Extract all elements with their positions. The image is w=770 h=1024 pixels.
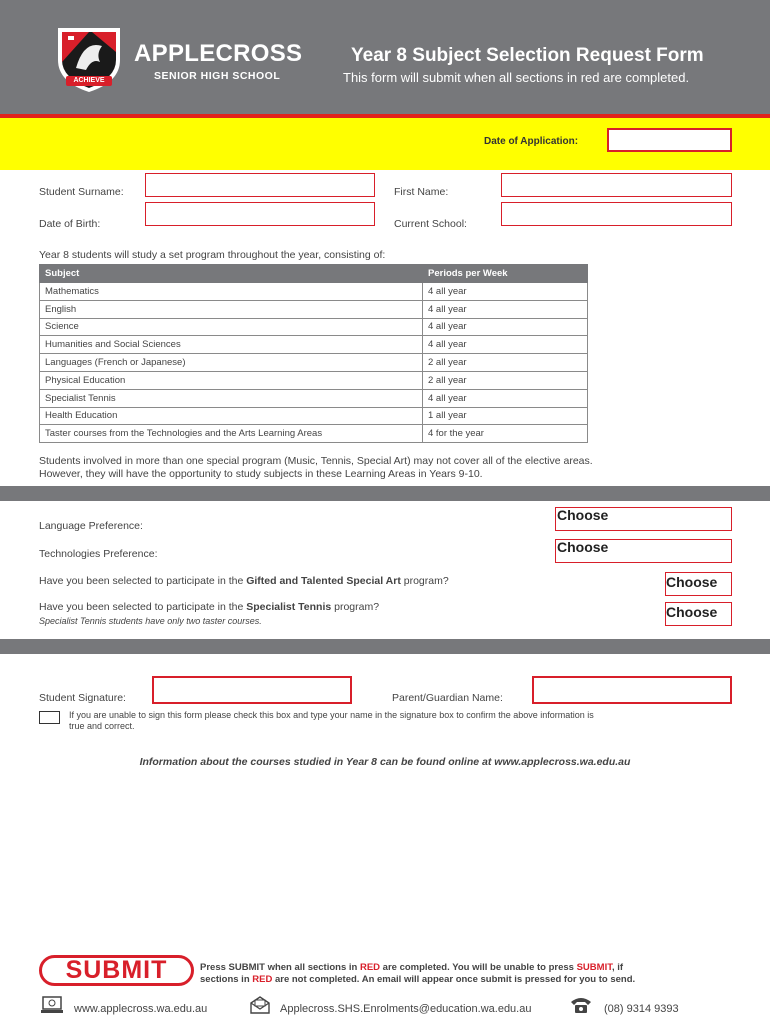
subject-cell: Specialist Tennis: [40, 389, 423, 407]
phone-number: (08) 9314 9393: [604, 1003, 679, 1015]
note-red-text: RED: [359, 962, 381, 973]
mail-icon: [249, 996, 271, 1014]
table-row: [40, 425, 588, 443]
computer-icon: [41, 996, 65, 1014]
column-header-periods: Periods per Week: [423, 265, 588, 283]
course-info-link-text: Information about the courses studied in Year 8 can be found online at www.applecross.wa.edu.au: [139, 756, 631, 768]
form-subtitle: This form will submit when all sections in red are completed.: [343, 70, 690, 85]
first-name-field[interactable]: [501, 173, 732, 197]
table-row: [40, 336, 588, 354]
subject-cell: Mathematics: [40, 283, 423, 301]
note-text: Press SUBMIT when all sections in: [200, 962, 360, 973]
table-row: [40, 318, 588, 336]
technologies-preference-select[interactable]: Choose: [555, 539, 732, 563]
gifted-art-program-name: Gifted and Talented Special Art: [246, 575, 401, 587]
date-of-application-field[interactable]: [607, 128, 732, 152]
subject-cell: Taster courses from the Technologies and the Arts Learning Areas: [40, 425, 423, 443]
section-divider: [0, 639, 770, 654]
program-intro: Year 8 students will study a set program throughout the year, consisting of:: [39, 249, 386, 261]
periods-cell: 4 all year: [423, 283, 588, 301]
date-of-application-label: Date of Application:: [484, 136, 579, 147]
subject-cell: Physical Education: [40, 371, 423, 389]
student-surname-label: Student Surname:: [39, 186, 124, 198]
language-preference-label: Language Preference:: [39, 520, 143, 532]
specialist-tennis-program-name: Specialist Tennis: [246, 601, 332, 613]
special-program-note-1: Students involved in more than one special program (Music, Tennis, Special Art) may not cover all of the elective areas.: [39, 455, 593, 467]
table-row: [40, 371, 588, 389]
table-row: [40, 300, 588, 318]
subject-cell: English: [40, 300, 423, 318]
periods-cell: 2 all year: [423, 354, 588, 372]
periods-cell: 4 all year: [423, 318, 588, 336]
crest-motto: ACHIEVE: [73, 77, 105, 84]
specialist-tennis-question: [39, 601, 379, 613]
section-divider: [0, 486, 770, 501]
header-bar: [0, 0, 770, 114]
specialist-tennis-question-text: Have you been selected to participate in the: [39, 601, 247, 613]
table-row: [40, 389, 588, 407]
school-name: APPLECROSS: [134, 40, 303, 67]
periods-cell: 1 all year: [423, 407, 588, 425]
first-name-label: First Name:: [394, 186, 449, 198]
gifted-art-question: [39, 575, 449, 587]
unable-to-sign-checkbox[interactable]: [39, 711, 60, 724]
periods-cell: 4 all year: [423, 300, 588, 318]
gifted-art-question-suffix: program?: [400, 575, 449, 587]
date-of-birth-field[interactable]: [145, 202, 375, 226]
table-row: [40, 407, 588, 425]
gifted-art-question-text: Have you been selected to participate in the: [39, 575, 247, 587]
gifted-art-select[interactable]: Choose: [665, 572, 732, 596]
submit-instructions-line-1: [200, 962, 635, 974]
specialist-tennis-question-suffix: program?: [331, 601, 380, 613]
submit-button[interactable]: SUBMIT: [39, 955, 194, 986]
subject-cell: Science: [40, 318, 423, 336]
periods-cell: 4 all year: [423, 336, 588, 354]
note-text: , if: [611, 962, 624, 973]
student-signature-field[interactable]: [152, 676, 352, 704]
note-text: are not completed. An email will appear once submit is pressed for you to send.: [272, 974, 636, 985]
note-red-text: RED: [252, 974, 273, 985]
student-surname-field[interactable]: [145, 173, 375, 197]
submit-instructions: [200, 962, 635, 986]
checkbox-instruction-2: true and correct.: [69, 721, 135, 731]
special-program-note-2: However, they will have the opportunity to study subjects in these Learning Areas in Years 9-10.: [39, 468, 483, 480]
parent-guardian-name-label: Parent/Guardian Name:: [392, 692, 503, 704]
subject-cell: Health Education: [40, 407, 423, 425]
technologies-preference-label: Technologies Preference:: [39, 548, 158, 560]
specialist-tennis-note: Specialist Tennis students have only two taster courses.: [39, 616, 262, 626]
specialist-tennis-select[interactable]: Choose: [665, 602, 732, 626]
website-link[interactable]: www.applecross.wa.edu.au: [74, 1003, 208, 1015]
table-header-row: [40, 265, 588, 283]
submit-instructions-line-2: [200, 974, 635, 986]
table-row: [40, 283, 588, 301]
school-subtitle: SENIOR HIGH SCHOOL: [154, 70, 281, 82]
periods-cell: 4 for the year: [423, 425, 588, 443]
parent-guardian-name-field[interactable]: [532, 676, 732, 704]
column-header-subject: Subject: [40, 265, 423, 283]
table-row: [40, 354, 588, 372]
periods-cell: 2 all year: [423, 371, 588, 389]
subject-cell: Languages (French or Japanese): [40, 354, 423, 372]
checkbox-instruction-1: If you are unable to sign this form please check this box and type your name in the signature box to confirm the above information is: [69, 710, 594, 720]
phone-icon: [570, 996, 592, 1014]
student-signature-label: Student Signature:: [39, 692, 126, 704]
date-of-birth-label: Date of Birth:: [39, 218, 101, 230]
note-text: are completed. You will be unable to press: [380, 962, 577, 973]
periods-cell: 4 all year: [423, 389, 588, 407]
form-title: Year 8 Subject Selection Request Form: [351, 45, 704, 66]
subject-table: [39, 264, 588, 443]
current-school-label: Current School:: [394, 218, 467, 230]
language-preference-select[interactable]: Choose: [555, 507, 732, 531]
subject-cell: Humanities and Social Sciences: [40, 336, 423, 354]
note-red-text: SUBMIT: [576, 962, 612, 973]
email-link[interactable]: Applecross.SHS.Enrolments@education.wa.edu.au: [280, 1003, 532, 1015]
current-school-field[interactable]: [501, 202, 732, 226]
note-text: sections in: [200, 974, 253, 985]
